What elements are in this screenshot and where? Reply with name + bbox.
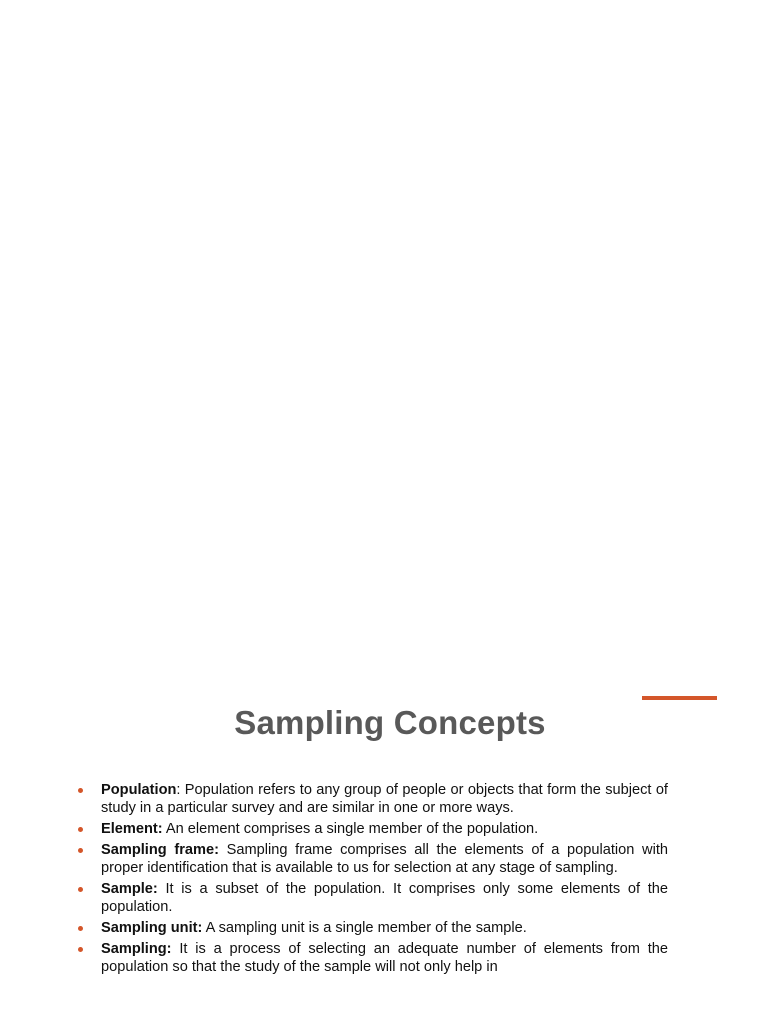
term-label: Sample: xyxy=(101,881,158,897)
list-item-element xyxy=(78,820,668,838)
bullet-icon xyxy=(78,788,83,793)
list-item-sampling xyxy=(78,940,668,976)
term-definition: Population refers to any group of people or objects that form the subject of study in a particular survey and are similar in one or more ways. xyxy=(101,782,668,816)
bullet-icon xyxy=(78,926,83,931)
accent-bar xyxy=(642,696,717,700)
term-label: Sampling frame: xyxy=(101,842,219,858)
list-item-population xyxy=(78,781,668,817)
term-definition: It is a subset of the population. It comprises only some elements of the population. xyxy=(101,881,668,915)
term-separator: : xyxy=(176,782,181,798)
list-item-sampling-unit xyxy=(78,919,668,937)
term-definition: An element comprises a single member of the population. xyxy=(162,821,539,837)
term-definition: It is a process of selecting an adequate number of elements from the population so that the study of the sample will not only help in xyxy=(101,941,668,975)
term-label: Sampling: xyxy=(101,941,172,957)
term-label: Element: xyxy=(101,821,163,837)
bullet-icon xyxy=(78,848,83,853)
bullet-icon xyxy=(78,947,83,952)
bullet-icon xyxy=(78,887,83,892)
concept-list xyxy=(78,781,668,979)
term-label: Sampling unit: xyxy=(101,920,203,936)
term-label: Population xyxy=(101,782,177,798)
term-definition: Sampling frame comprises all the elements of a population with proper identification that is available to us for selection at any stage of sampling. xyxy=(101,842,669,876)
slide-title: Sampling Concepts xyxy=(234,704,546,741)
list-item-sample xyxy=(78,880,668,916)
list-item-sampling-frame xyxy=(78,841,668,877)
term-definition: A sampling unit is a single member of the sample. xyxy=(202,920,527,936)
bullet-icon xyxy=(78,827,83,832)
